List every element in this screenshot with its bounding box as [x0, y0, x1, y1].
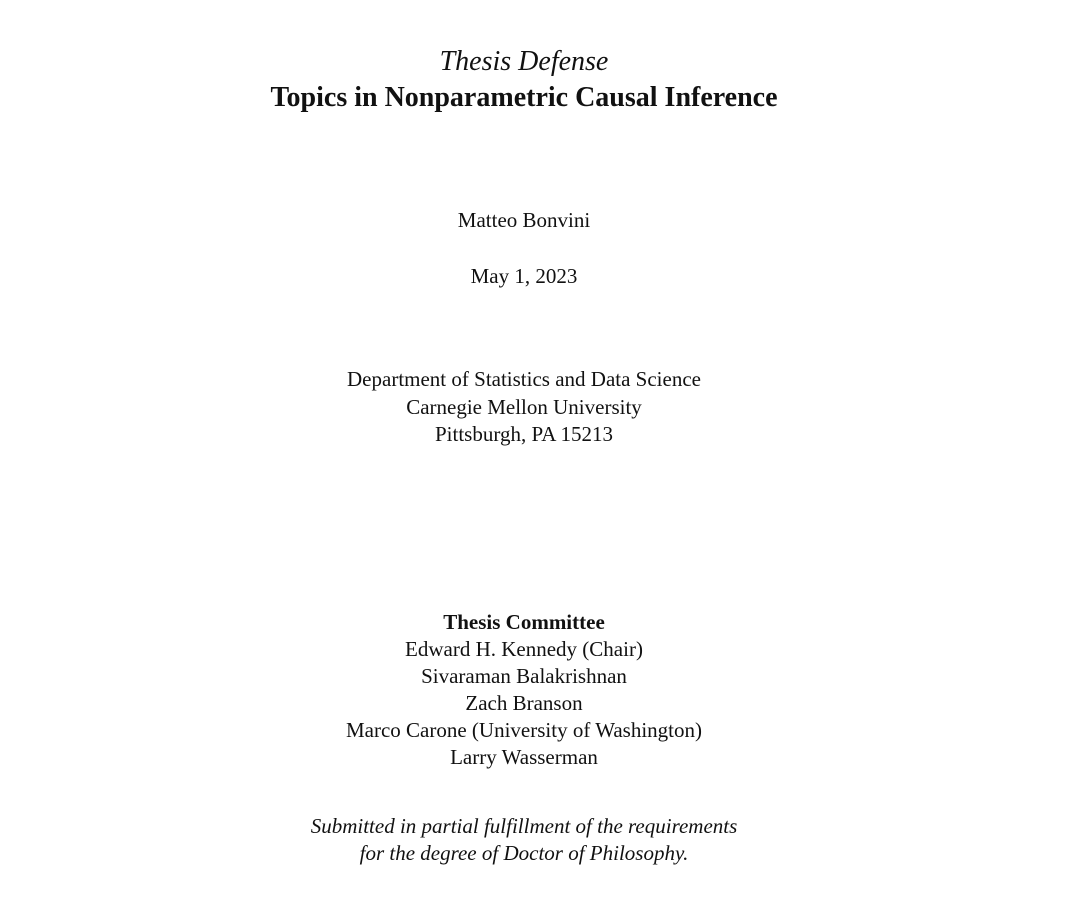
submission-line: for the degree of Doctor of Philosophy. — [359, 841, 689, 865]
university-line: Carnegie Mellon University — [406, 394, 642, 419]
committee-member: Sivaraman Balakrishnan — [421, 664, 627, 688]
committee-heading: Thesis Committee — [443, 610, 605, 634]
document-title: Topics in Nonparametric Causal Inference — [270, 82, 778, 113]
document-date: May 1, 2023 — [470, 264, 578, 288]
document-subtitle: Thesis Defense — [439, 46, 609, 77]
committee-member: Larry Wasserman — [450, 745, 598, 769]
submission-line: Submitted in partial fulfillment of the requirements — [310, 814, 738, 838]
affiliation-block — [0, 366, 1048, 449]
submission-statement — [0, 813, 1048, 867]
author-name: Matteo Bonvini — [457, 208, 591, 232]
department-line: Department of Statistics and Data Science — [347, 367, 701, 391]
address-line: Pittsburgh, PA 15213 — [435, 422, 613, 446]
committee-block — [0, 609, 1048, 771]
committee-member: Zach Branson — [465, 691, 583, 715]
committee-member: Marco Carone (University of Washington) — [345, 718, 702, 742]
committee-member: Edward H. Kennedy (Chair) — [405, 637, 643, 661]
